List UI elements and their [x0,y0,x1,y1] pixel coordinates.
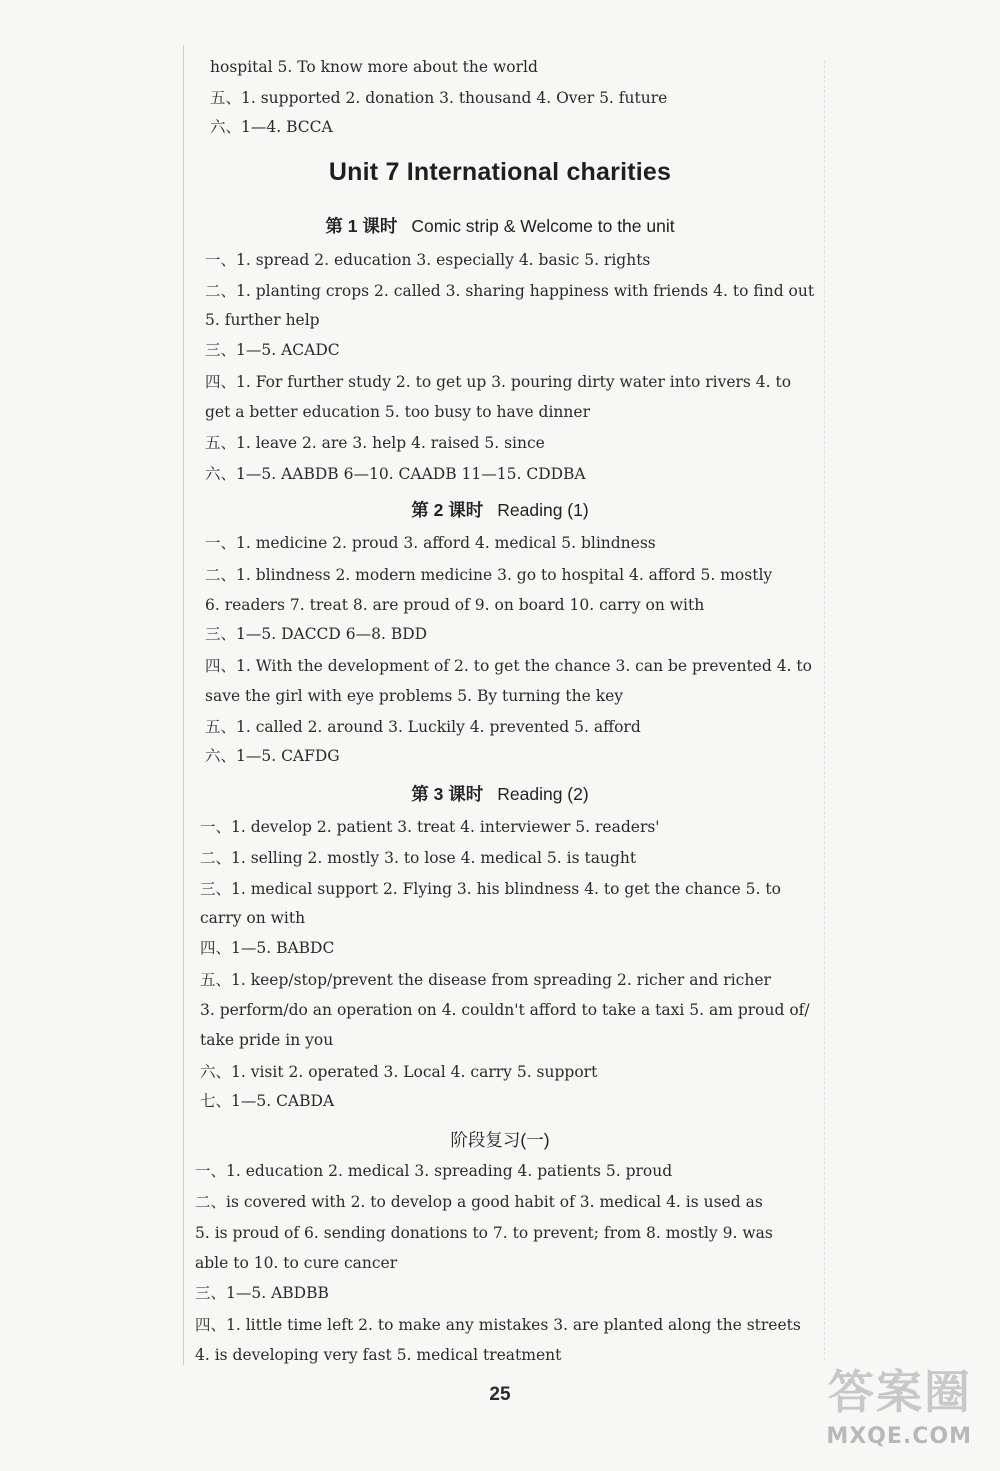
answer-line: 一、1. medicine 2. proud 3. afford 4. medical 5. blindness [205,534,656,552]
answer-line: 五、1. leave 2. are 3. help 4. raised 5. since [205,434,545,452]
answer-line: 5. further help [205,311,320,329]
answer-line: 二、1. blindness 2. modern medicine 3. go to hospital 4. afford 5. mostly [205,566,773,584]
lesson-title: Comic strip & Welcome to the unit [411,216,675,236]
answer-line: 六、1—5. CAFDG [205,747,340,765]
answer-line: 三、1—5. ABDBB [195,1284,329,1302]
answer-line: 五、1. called 2. around 3. Luckily 4. prevented 5. afford [205,718,641,736]
answer-line: 五、1. supported 2. donation 3. thousand 4. Over 5. future [210,89,668,107]
answer-line: 四、1—5. BABDC [200,939,335,957]
answer-line: 六、1—4. BCCA [210,118,333,136]
answer-line: 七、1—5. CABDA [200,1092,335,1110]
watermark [797,1356,972,1451]
unit-title: Unit 7 International charities [328,158,672,186]
answer-line: 二、1. planting crops 2. called 3. sharing happiness with friends 4. to find out [205,282,815,300]
watermark-brand: 答案圈 [828,1365,972,1419]
lesson-number: 第 3 课时 [411,784,484,804]
lesson-heading [0,213,1000,238]
answer-line: hospital 5. To know more about the world [210,58,538,76]
lesson-number: 第 2 课时 [411,500,484,520]
right-margin-rule [824,60,826,1360]
lesson-title: Reading (1) [497,500,589,520]
lesson-heading [0,781,1000,806]
answer-line: 一、1. education 2. medical 3. spreading 4. patients 5. proud [195,1162,673,1180]
watermark-site: MXQE.COM [826,1424,972,1449]
answer-line: get a better education 5. too busy to have dinner [205,403,590,421]
answer-line: 一、1. spread 2. education 3. especially 4. basic 5. rights [205,251,651,269]
answer-line: 三、1—5. DACCD 6—8. BDD [205,625,428,643]
answer-line: able to 10. to cure cancer [195,1254,398,1272]
answer-line: 三、1. medical support 2. Flying 3. his blindness 4. to get the chance 5. to [200,880,781,898]
lesson-title: Reading (2) [497,784,589,804]
answer-line: 六、1—5. AABDB 6—10. CAADB 11—15. CDDBA [205,465,586,483]
answer-line: 二、1. selling 2. mostly 3. to lose 4. medical 5. is taught [200,849,637,867]
page-number: 25 [489,1384,511,1405]
lesson-title: 阶段复习(一) [450,1130,550,1150]
answer-line: 5. is proud of 6. sending donations to 7. to prevent; from 8. mostly 9. was [195,1224,773,1242]
lesson-heading [0,1127,1000,1152]
answer-line: 4. is developing very fast 5. medical treatment [195,1346,562,1364]
answer-line: 6. readers 7. treat 8. are proud of 9. on board 10. carry on with [205,596,705,614]
answer-line: 四、1. little time left 2. to make any mistakes 3. are planted along the streets [195,1316,801,1334]
answer-line: 二、is covered with 2. to develop a good habit of 3. medical 4. is used as [195,1193,763,1211]
answer-line: save the girl with eye problems 5. By turning the key [205,687,624,705]
answer-line: 一、1. develop 2. patient 3. treat 4. interviewer 5. readers' [200,818,660,836]
answer-line: 六、1. visit 2. operated 3. Local 4. carry 5. support [200,1063,598,1081]
answer-line: 四、1. For further study 2. to get up 3. pouring dirty water into rivers 4. to [205,373,792,391]
answer-line: 四、1. With the development of 2. to get the chance 3. can be prevented 4. to [205,657,812,675]
lesson-number: 第 1 课时 [325,216,398,236]
answer-line: 三、1—5. ACADC [205,341,340,359]
lesson-heading [0,497,1000,522]
left-margin-rule [183,45,185,1365]
answer-line: take pride in you [200,1031,334,1049]
answer-line: 五、1. keep/stop/prevent the disease from spreading 2. richer and richer [200,971,771,989]
answer-line: 3. perform/do an operation on 4. couldn't afford to take a taxi 5. am proud of/ [200,1001,810,1019]
answer-line: carry on with [200,909,306,927]
